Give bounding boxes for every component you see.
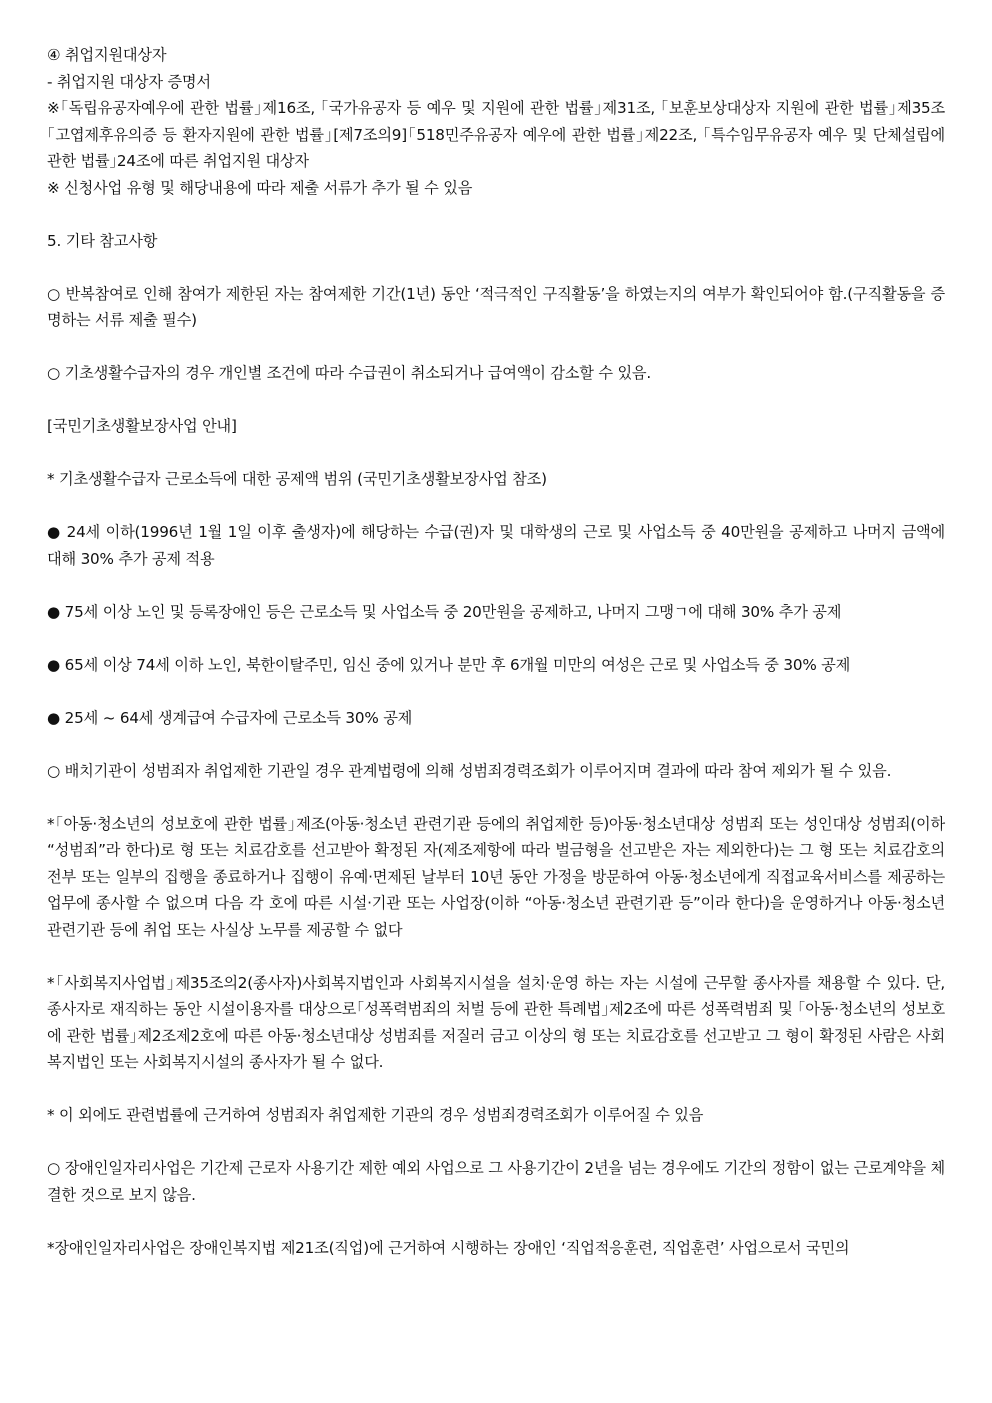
section5-heading: 5. 기타 참고사항: [47, 231, 158, 250]
disabled-job-paragraph: ○ 장애인일자리사업은 기간제 근로자 사용기간 제한 예외 사업으로 그 사용기간이 2년을 넘는 경우에도 기간의 정함이 없는 근로계약을 체결한 것으로 보지 않음.: [47, 1159, 945, 1204]
bullet-over-75: ● 75세 이상 노인 및 등록장애인 등은 근로소득 및 사업소득 중 20만원을 공제하고, 나머지 그맹ㄱ에 대해 30% 추가 공제: [47, 602, 842, 621]
repeat-participation-paragraph: ○ 반복참여로 인해 참여가 제한된 자는 참여제한 기간(1년) 동안 ‘적극적인 구직활동’을 하였는지의 여부가 확인되어야 함.(구직활동을 증명하는 서류 제출 필수): [47, 284, 945, 329]
bullet-under-24: ● 24세 이하(1996년 1월 1일 이후 출생자)에 해당하는 수급(권)자 및 대학생의 근로 및 사업소득 중 40만원을 공제하고 나머지 금액에 대해 30% 추가 공제 적용: [47, 523, 945, 568]
sex-crime-check-paragraph: ○ 배치기관이 성범죄자 취업제한 기관일 경우 관계법령에 의해 성범죄경력조회가 이루어지며 결과에 따라 참여 제외가 될 수 있음.: [47, 761, 892, 780]
section4-item: - 취업지원 대상자 증명서: [47, 72, 211, 91]
child-protection-law-note: *｢아동·청소년의 성보호에 관한 법률｣제조(아동·청소년 관련기관 등에의 취업제한 등)아동·청소년대상 성범죄 또는 성인대상 성범죄(이하 “성범죄”라 한다)로 형 또는 치료감호를 선고받아 확정된 자(제조제항에 따라 벌금형을 선고받은 자는 제외한다)는 그 형 또는 치료감호의 전부 또는 일부의 집행을 종료하거나 집행이 유예·면제된 날부터 10년 동안 가정을 방문하여 아동·청소년에게 직접교육서비스를 제공하는 업무에 종사할 수 없으며 다음 각 호에 따른 시설·기관 또는 사업장(이하 “아동·청소년 관련기관 등”이라 한다)을 운영하거나 아동·청소년 관련기관 등에 취업 또는 사실상 노무를 제공할 수 없다: [47, 814, 945, 939]
section4-docs-note: ※ 신청사업 유형 및 해당내용에 따라 제출 서류가 추가 될 수 있음: [47, 178, 473, 197]
document-page: [47, 42, 945, 1261]
bullet-65-74: ● 65세 이상 74세 이하 노인, 북한이탈주민, 임신 중에 있거나 분만 후 6개월 미만의 여성은 근로 및 사업소득 중 30% 공제: [47, 655, 851, 674]
disabled-job-note: *장애인일자리사업은 장애인복지법 제21조(직업)에 근거하여 시행하는 장애인 ‘직업적응훈련, 직업훈련’ 사업으로서 국민의: [47, 1238, 850, 1257]
social-welfare-law-note: *｢사회복지사업법｣제35조의2(종사자)사회복지법인과 사회복지시설을 설치·운영 하는 자는 시설에 근무할 종사자를 채용할 수 있다. 단, 종사자로 재직하는 동안 시설이용자를 대상으로｢성폭력범죄의 처벌 등에 관한 특례법｣제2조에 따른 성폭력범죄 및 ｢아동·청소년의 성보호에 관한 법률｣제2조제2호에 따른 아동·청소년대상 성범죄를 저질러 금고 이상의 형 또는 치료감호를 선고받고 그 형이 확정된 사람은 사회복지법인 또는 사회복지시설의 종사자가 될 수 없다.: [47, 973, 945, 1071]
section4-heading: ④ 취업지원대상자: [47, 46, 167, 64]
bullet-25-64: ● 25세 ~ 64세 생계급여 수급자에 근로소득 30% 공제: [47, 708, 413, 727]
deduction-title: * 기초생활수급자 근로소득에 대한 공제액 범위 (국민기초생활보장사업 참조): [47, 470, 547, 488]
section4-law-note: ※｢독립유공자예우에 관한 법률｣제16조, ｢국가유공자 등 예우 및 지원에 관한 법률｣제31조, ｢보훈보상대상자 지원에 관한 법률｣제35조｢고엽제후유의증 등 환자지원에 관한 법률｣[제7조의9]｢518민주유공자 예우에 관한 법률｣제22조, ｢특수임무유공자 예우 및 단체설립에 관한 법률｣24조에 따른 취업지원 대상자: [47, 99, 945, 170]
other-law-note: * 이 외에도 관련법률에 근거하여 성범죄자 취업제한 기관의 경우 성범죄경력조회가 이루어질 수 있음: [47, 1106, 704, 1124]
basic-livelihood-paragraph: ○ 기초생활수급자의 경우 개인별 조건에 따라 수급권이 취소되거나 급여액이 감소할 수 있음.: [47, 364, 652, 382]
guide-title: [국민기초생활보장사업 안내]: [47, 417, 237, 435]
